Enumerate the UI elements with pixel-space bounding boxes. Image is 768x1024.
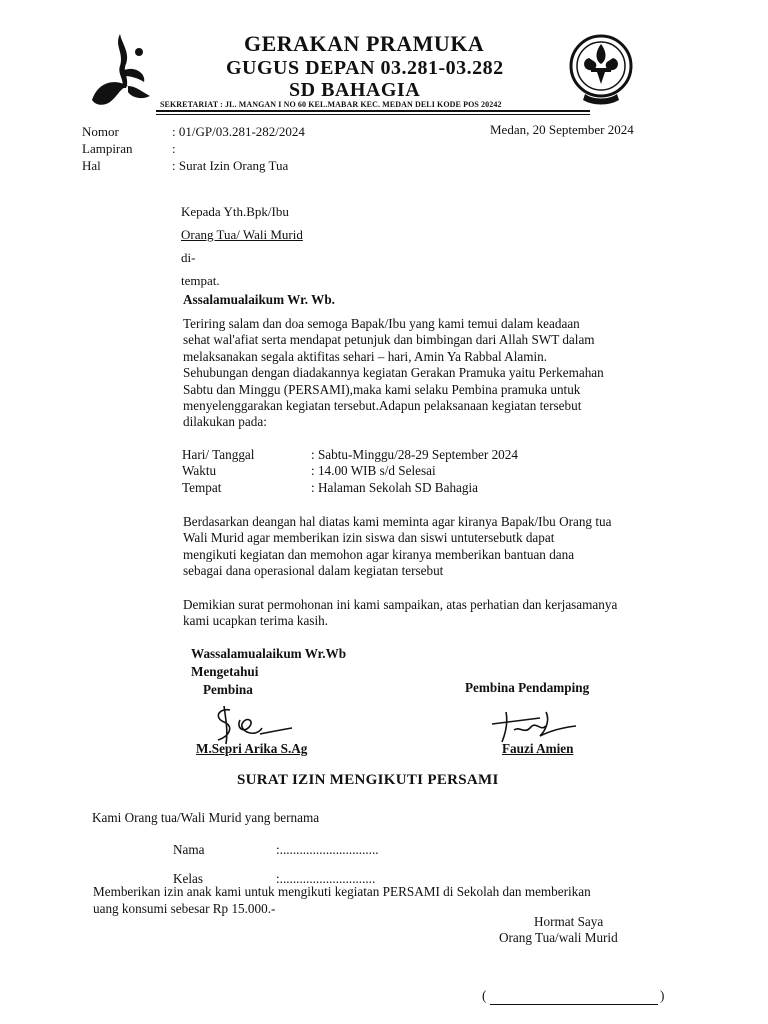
kelas-field[interactable]: :............................. xyxy=(276,871,376,886)
recipient-line2: Orang Tua/ Wali Murid xyxy=(181,227,303,242)
place-date: Medan, 20 September 2024 xyxy=(490,122,634,137)
body-line: sehat wal'afiat serta mendapat petunjuk dan bimbingan dari Allah SWT dalam xyxy=(183,332,595,348)
detail-value: : Halaman Sekolah SD Bahagia xyxy=(311,480,479,495)
body-paragraph-2 xyxy=(183,514,673,580)
body-line: menyelenggarakan kegiatan tersebut.Adapun pelaksanaan kegiatan tersebut xyxy=(183,398,582,414)
recipient-line3: di- xyxy=(181,250,196,265)
lampiran-label: Lampiran xyxy=(82,141,133,156)
secretariat-address: SEKRETARIAT : JL. MANGAN I NO 60 KEL.MABAR KEC. MEDAN DELI KODE POS 20242 xyxy=(160,100,502,109)
pendamping-title: Pembina Pendamping xyxy=(465,680,590,695)
body-line: Sabtu dan Minggu (PERSAMI),maka kami selaku Pembina pramuka untuk xyxy=(183,381,581,397)
body-line: Wali Murid agar memberikan izin siswa dan siswi untutersebutk dapat xyxy=(183,530,555,546)
detail-label: Waktu xyxy=(182,463,217,478)
detail-label: Tempat xyxy=(182,480,222,495)
pembina-name: M.Sepri Arika S.Ag xyxy=(196,741,308,756)
body-line: Teriring salam dan doa semoga Bapak/Ibu yang kami temui dalam keadaan xyxy=(183,316,580,331)
body-paragraph-3 xyxy=(183,597,673,630)
letterhead-rule-thick xyxy=(156,110,590,112)
body-line: dilakukan pada: xyxy=(183,414,267,430)
body-line: Demikian surat permohonan ini kami sampaikan, atas perhatian dan kerjasamanya xyxy=(183,597,618,612)
recipient-line4: tempat. xyxy=(181,273,220,288)
signature-close-paren: ) xyxy=(660,988,665,1003)
body-line: melaksanakan segala aktifitas sehari – hari, Amin Ya Rabbal Alamin. xyxy=(183,348,548,364)
hormat-saya: Hormat Saya xyxy=(534,914,604,929)
nomor-value: : 01/GP/03.281-282/2024 xyxy=(172,124,305,139)
body-paragraph-1 xyxy=(183,316,673,431)
body-line: Berdasarkan deangan hal diatas kami meminta agar kiranya Bapak/Ibu Orang tua xyxy=(183,514,612,529)
lampiran-value: : xyxy=(172,141,176,156)
mengetahui-label: Mengetahui xyxy=(191,664,259,679)
detail-value: : Sabtu-Minggu/28-29 September 2024 xyxy=(311,447,518,462)
detail-value: : 14.00 WIB s/d Selesai xyxy=(311,463,436,478)
nomor-label: Nomor xyxy=(82,124,119,139)
letterhead xyxy=(0,0,768,125)
greeting: Assalamualaikum Wr. Wb. xyxy=(183,292,335,307)
nama-field[interactable]: :.............................. xyxy=(276,842,379,857)
letterhead-rule-thin xyxy=(156,114,590,115)
tunas-kelapa-logo xyxy=(84,30,154,108)
closing-salam: Wassalamualaikum Wr.Wb xyxy=(191,646,347,661)
body-line: mengikuti kegiatan dan memohon agar kiranya memberikan bantuan dana xyxy=(183,546,575,562)
kelas-label: Kelas xyxy=(173,871,204,886)
consent-line2: uang konsumi sebesar Rp 15.000.- xyxy=(93,901,276,916)
body-line: kami ucapkan terima kasih. xyxy=(183,613,329,629)
nama-label: Nama xyxy=(173,842,205,857)
pendamping-name: Fauzi Amien xyxy=(502,741,574,756)
org-name-line1: GERAKAN PRAMUKA xyxy=(244,31,485,56)
hal-label: Hal xyxy=(82,158,101,173)
parent-signer: Orang Tua/wali Murid xyxy=(499,930,618,945)
org-name-line3: SD BAHAGIA xyxy=(289,79,421,101)
signature-open-paren: ( xyxy=(482,988,487,1003)
consent-line1: Memberikan izin anak kami untuk mengikuti kegiatan PERSAMI di Sekolah dan memberikan xyxy=(93,884,591,899)
detail-label: Hari/ Tanggal xyxy=(182,447,255,462)
pembina-title: Pembina xyxy=(203,682,253,697)
body-line: sebagai dana operasional dalam kegiatan tersebut xyxy=(183,563,444,579)
scout-emblem-logo xyxy=(567,30,635,110)
parent-signature-line[interactable] xyxy=(490,1004,658,1005)
recipient-line1: Kepada Yth.Bpk/Ibu xyxy=(181,204,289,219)
hal-value: : Surat Izin Orang Tua xyxy=(172,158,289,173)
body-line: Sehubungan dengan diadakannya kegiatan Gerakan Pramuka yaitu Perkemahan xyxy=(183,365,604,381)
form-intro: Kami Orang tua/Wali Murid yang bernama xyxy=(92,810,320,825)
org-name-line2: GUGUS DEPAN 03.281-03.282 xyxy=(226,57,504,79)
form-title: SURAT IZIN MENGIKUTI PERSAMI xyxy=(237,772,499,788)
